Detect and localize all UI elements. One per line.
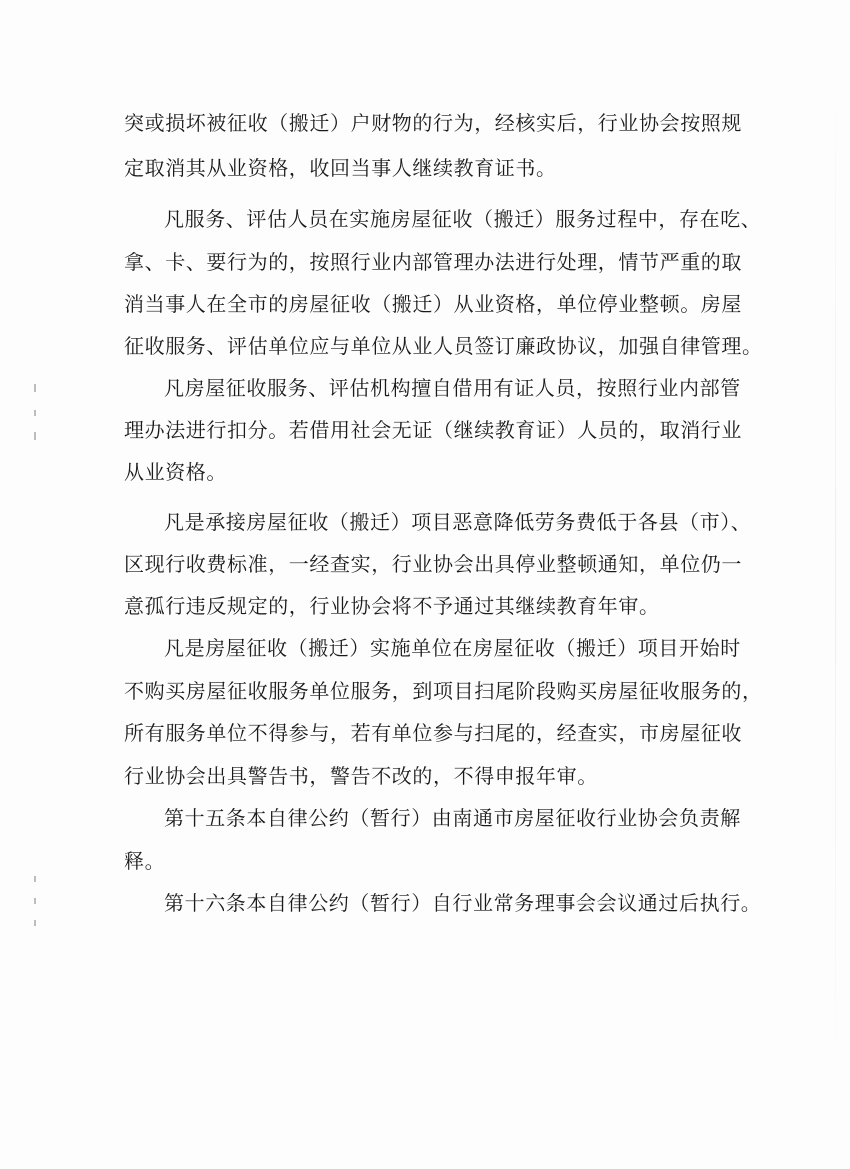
body-line: 释。 bbox=[124, 849, 166, 873]
body-line: 拿、卡、要行为的，按照行业内部管理办法进行处理，情节严重的取 bbox=[124, 250, 742, 274]
body-line: 不购买房屋征收服务单位服务，到项目扫尾阶段购买房屋征收服务的， bbox=[124, 679, 763, 703]
binding-mark bbox=[34, 876, 36, 882]
binding-mark bbox=[34, 432, 36, 440]
body-line: 凡是房屋征收（搬迁）实施单位在房屋征收（搬迁）项目开始时 bbox=[164, 636, 741, 660]
body-line: 定取消其从业资格，收回当事人继续教育证书。 bbox=[124, 156, 557, 180]
binding-mark bbox=[34, 410, 36, 416]
body-line: 突或损坏被征收（搬迁）户财物的行为，经核实后，行业协会按照规 bbox=[124, 111, 742, 135]
body-line: 征收服务、评估单位应与单位从业人员签订廉政协议，加强自律管理。 bbox=[124, 334, 763, 358]
body-line: 凡是承接房屋征收（搬迁）项目恶意降低劳务费低于各县（市）、 bbox=[164, 510, 752, 534]
body-line: 区现行收费标准，一经查实，行业协会出具停业整顿通知，单位仍一 bbox=[124, 552, 742, 576]
body-line: 第十六条本自律公约（暂行）自行业常务理事会会议通过后执行。 bbox=[164, 891, 762, 915]
body-line: 第十五条本自律公约（暂行）由南通市房屋征收行业协会负责解 bbox=[164, 806, 741, 830]
body-line: 凡服务、评估人员在实施房屋征收（搬迁）服务过程中，存在吃、 bbox=[164, 207, 762, 231]
binding-mark bbox=[34, 384, 36, 392]
body-line: 从业资格。 bbox=[124, 460, 227, 484]
page-edge-shadow bbox=[835, 20, 836, 1130]
body-line: 所有服务单位不得参与，若有单位参与扫尾的，经查实，市房屋征收 bbox=[124, 721, 742, 745]
body-line: 凡房屋征收服务、评估机构擅自借用有证人员，按照行业内部管 bbox=[164, 376, 741, 400]
binding-mark bbox=[34, 898, 36, 904]
body-line: 消当事人在全市的房屋征收（搬迁）从业资格，单位停业整顿。房屋 bbox=[124, 292, 742, 316]
body-line: 理办法进行扣分。若借用社会无证（继续教育证）人员的，取消行业 bbox=[124, 418, 742, 442]
body-line: 意孤行违反规定的，行业协会将不予通过其继续教育年审。 bbox=[124, 594, 660, 618]
binding-mark bbox=[34, 920, 36, 926]
body-line: 行业协会出具警告书，警告不改的，不得申报年审。 bbox=[124, 764, 598, 788]
